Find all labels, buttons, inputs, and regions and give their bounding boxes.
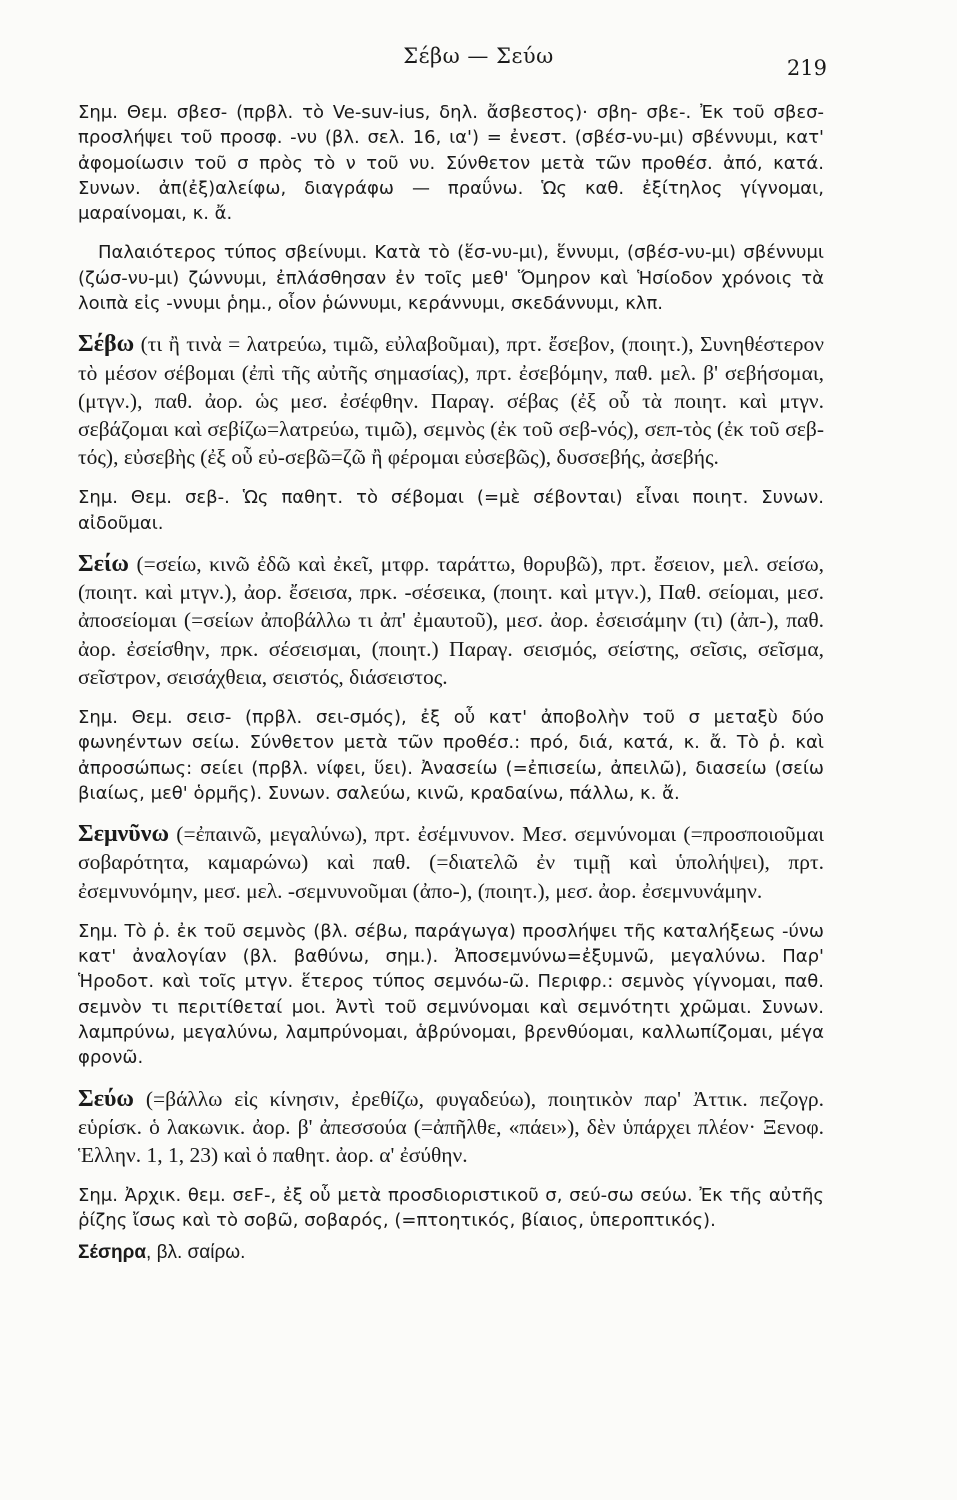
dictionary-entry [78,1085,824,1170]
note-text: Σημ. Θεμ. σεισ- (πρβλ. σει-σμός), ἐξ οὗ κατ' ἀποβολὴν τοῦ σ μεταξὺ δύο φωνηέντων σείω. Σύνθετον μετὰ τῶν προθέσ.: πρό, διά, κατά, κ. ἄ. Τὸ ῥ. καὶ ἀπροσώπως: σείει (πρβλ. νίφει, ὕει). Ἀνασείω (=ἐπισείω, ἀπειλῶ), διασείω (σείω βιαίως, μεθ' ὁρμῆς). Συνων. σαλεύω, κινῶ, κραδαίνω, πάλλω, κ. ἄ. [78,707,824,804]
page-number: 219 [786,56,827,80]
entry-headword: Σέβω [78,331,135,358]
note-text: Σημ. Θεμ. σεβ-. Ὡς παθητ. τὸ σέβομαι (=μὲ σέβονται) εἶναι ποιητ. Συνων. αἰδοῦμαι. [78,487,824,534]
entry-text: (=σείω, κινῶ ἐδῶ καὶ ἐκεῖ, μτφρ. ταράττω, θορυβῶ), πρτ. ἔσειον, μελ. σείσω, (ποιητ. καὶ μτγν.), ἀορ. ἔσεισα, πρκ. -σέσεικα, (ποιητ. καὶ μτγν.), Παθ. σείομαι, μεσ. ἀποσείομαι (=σείων ἀποβάλλω τι ἀπ' ἐμαυτοῦ), μεσ. ἀορ. ἐσεισάμην (τι) (ἀπ-), παθ. ἀορ. ἐσείσθην, πρκ. σέσεισμαι, (ποιητ.) Παραγ. σεισμός, σείστης, σεῖσις, σεῖσμα, σεῖστρον, σεισάχθεια, σειστός, διάσειστος. [78,551,824,689]
note-text: Παλαιότερος τύπος σβείνυμι. Κατὰ τὸ (ἕσ-νυ-μι), ἕννυμι, (σβέσ-νυ-μι) σβέννυμι (ζώσ-νυ-μι) ζώννυμι, ἐπλάσθησαν ἐν τοῖς μεθ' Ὅμηρον καὶ Ἡσίοδον χρόνοις τὰ λοιπὰ εἰς -ννυμι ῥημ., οἷον ῥώννυμι, κεράννυμι, σκεδάννυμι, κλπ. [78,242,824,315]
dictionary-entry [78,330,824,471]
note-paragraph [78,1183,824,1234]
running-head: Σέβω — Σεύω [403,44,554,68]
entry-headword: Σεμνῦνω [78,821,169,848]
entry-text: , βλ. σαίρω. [146,1241,246,1263]
dictionary-entry [78,820,824,905]
entry-headword: Σεύω [78,1085,134,1112]
note-paragraph [78,100,824,226]
note-text: Σημ. Τὸ ῥ. ἐκ τοῦ σεμνὸς (βλ. σέβω, παράγωγα) προσλήψει τῆς καταλήξεως -ύνω κατ' ἀναλογίαν (βλ. βαθύνω, σημ.). Ἀποσεμνύνω=ἐξυμνῶ, μεγαλύνω. Παρ' Ἡροδοτ. καὶ τοῖς μτγν. ἕτερος τύπος σεμνόω-ῶ. Περιφρ.: σεμνὸς γίγνομαι, παθ. σεμνὸν τι περιτίθεταί μοι. Ἀντὶ τοῦ σεμνύνομαι καὶ σεμνότητι χρῶμαι. Συνων. λαμπρύνω, μεγαλύνω, λαμπρύνομαι, ἁβρύνομαι, βρενθύομαι, καλλωπίζομαι, μέγα φρονῶ. [78,920,824,1069]
note-paragraph [78,485,824,536]
cross-reference-entry [78,1242,824,1264]
dictionary-body [78,100,824,1264]
entry-headword: Σέσηρα [78,1241,147,1263]
page-header [0,44,957,84]
note-text: Σημ. Θεμ. σβεσ- (πρβλ. τὸ Ve-suv-ius, δηλ. ἄσβεστος)· σβη- σβε-. Ἐκ τοῦ σβεσ- προσλήψει τοῦ προσφ. -νυ (βλ. σελ. 16, ια') = ἐνεστ. (σβέσ-νυ-μι) σβέννυμι, κατ' ἀφομοίωσιν τοῦ σ πρὸς τὸ ν τοῦ νυ. Σύνθετον μετὰ τῶν προθέσ. ἀπό, κατά. Συνων. ἀπ(ἐξ)αλείφω, διαγράφω — πραΰνω. Ὡς καθ. ἐξίτηλος γίγνομαι, μαραίνομαι, κ. ἄ. [78,102,824,225]
note-paragraph [78,240,824,316]
note-text: Σημ. Ἀρχικ. θεμ. σεϜ-, ἐξ οὗ μετὰ προσδιοριστικοῦ σ, σεύ-σω σεύω. Ἐκ τῆς αὐτῆς ῥίζης ἴσως καὶ τὸ σοβῶ, σοβαρός, (=πτοητικός, βίαιος, ὑπεροπτικός). [78,1185,824,1232]
note-paragraph [78,919,824,1071]
entry-text: (τι ἢ τινὰ = λατρεύω, τιμῶ, εὐλαβοῦμαι), πρτ. ἔσεβον, (ποιητ.), Συνηθέστερον τὸ μέσον σέβομαι (ἐπὶ τῆς αὐτῆς σημασίας), πρτ. ἐσεβόμην, παθ. μελ. β' σεβήσομαι, (μτγν.), παθ. ἀορ. ὡς μεσ. ἐσέφθην. Παραγ. σέβας (ἐξ οὗ τὰ ποιητ. καὶ μτγν. σεβάζομαι καὶ σεβίζω=λατρεύω, τιμῶ), σεμνὸς (ἐκ τοῦ σεβ-νός), σεπ-τὸς (ἐκ τοῦ σεβ-τός), εὐσεβὴς (ἐξ οὗ εὐ-σεβῶ=ζῶ ἢ φέρομαι εὐσεβῶς), δυσσεβής, ἀσεβής. [78,332,824,470]
dictionary-entry [78,550,824,691]
entry-headword: Σείω [78,550,129,577]
note-paragraph [78,705,824,806]
entry-text: (=βάλλω εἰς κίνησιν, ἐρεθίζω, φυγαδεύω), ποιητικὸν παρ' Ἀττικ. πεζογρ. εὑρίσκ. ὁ λακωνικ. ἀορ. β' ἀπεσσούα (=ἀπῆλθε, «πάει»), δὲν ὑπάρχει πλέον· Ξενοφ. Ἑλλην. 1, 1, 23) καὶ ὁ παθητ. ἀορ. α' ἐσύθην. [78,1086,824,1167]
entry-text: (=ἐπαινῶ, μεγαλύνω), πρτ. ἐσέμνυνον. Μεσ. σεμνύνομαι (=προσποιοῦμαι σοβαρότητα, καμαρώνω) καὶ παθ. (=διατελῶ ἐν τιμῇ καὶ ὑπολήψει), πρτ. ἐσεμνυνόμην, μεσ. μελ. -σεμνυνοῦμαι (ἀπο-), (ποιητ.), μεσ. ἀορ. ἐσεμνυνάμην. [78,822,824,903]
